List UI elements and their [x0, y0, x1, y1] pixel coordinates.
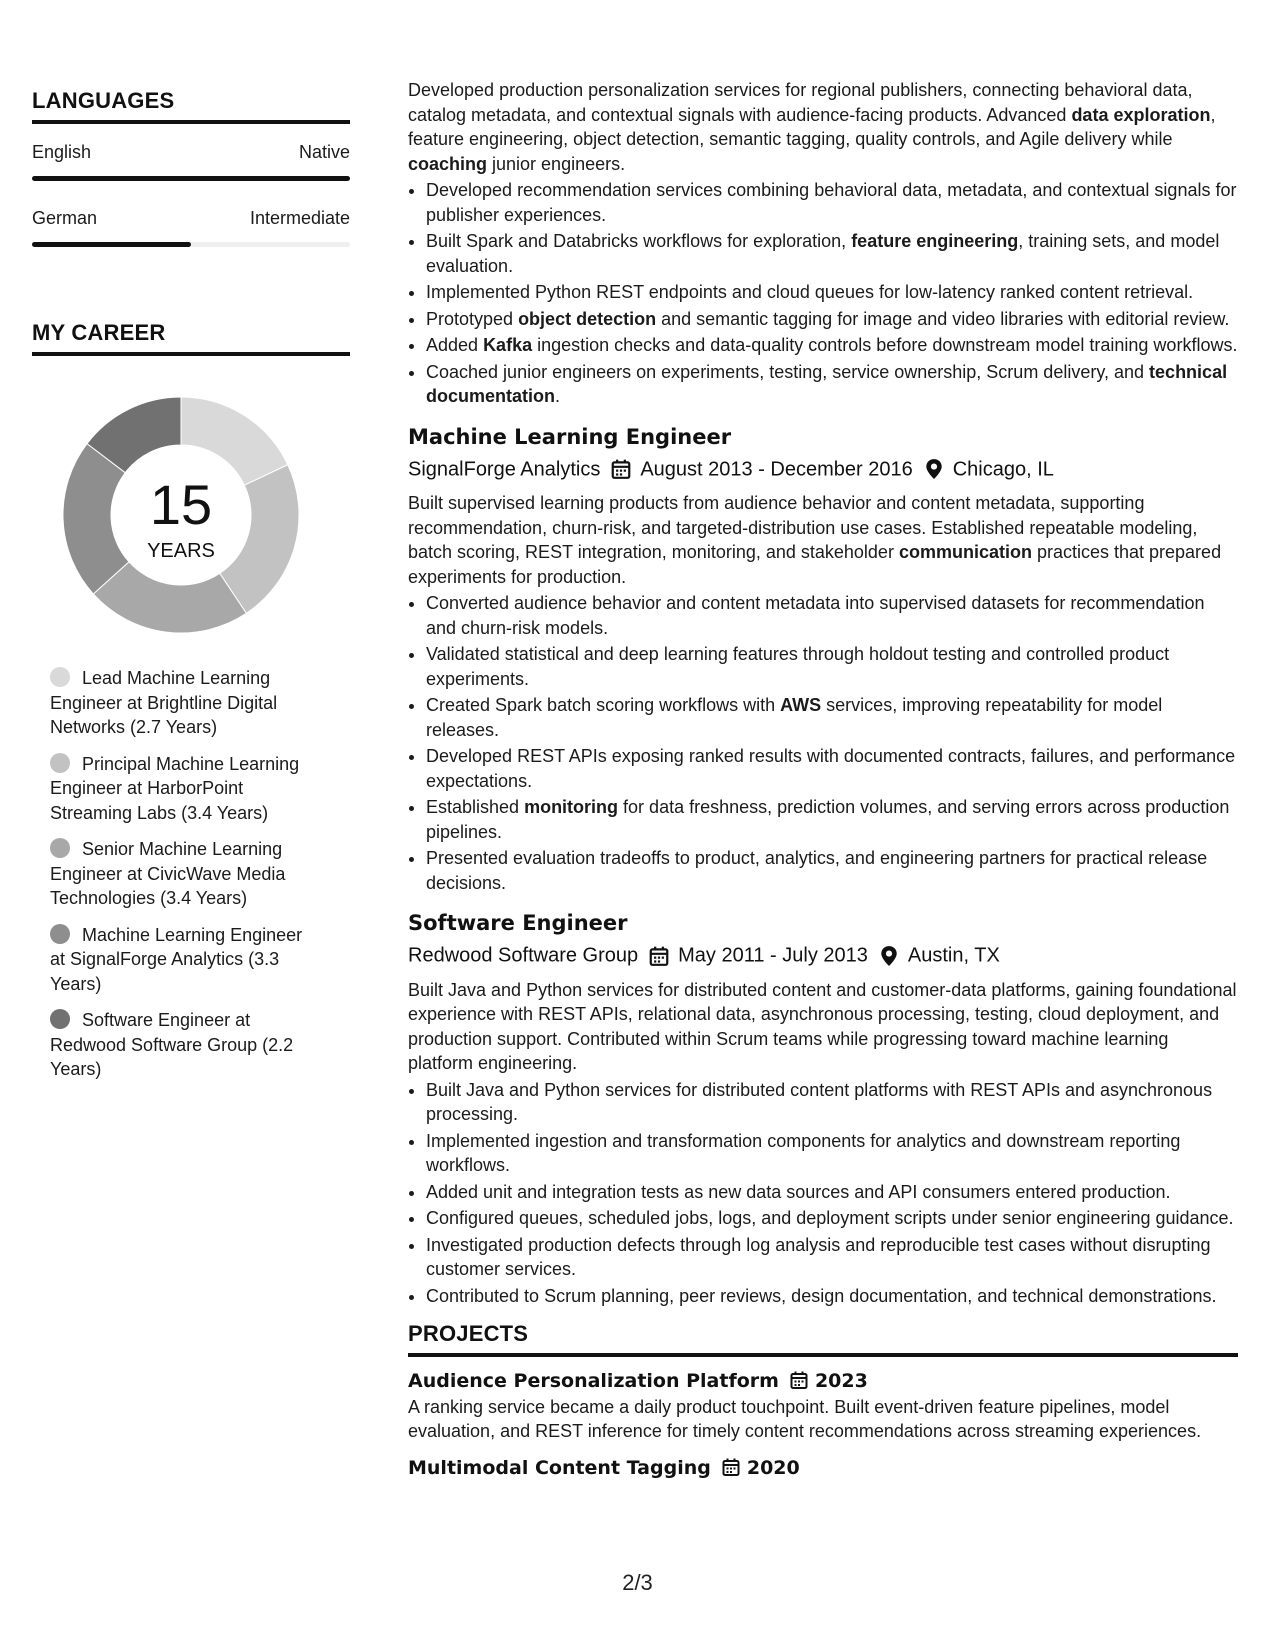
legend-label: Machine Learning Engineer at SignalForge Analytics (3.3 Years)	[50, 924, 303, 994]
text-run: Implemented ingestion and transformation components for analytics and downstream reporting workflows.	[426, 1130, 1181, 1176]
bullet-item	[426, 693, 1238, 742]
job-location: Chicago, IL	[952, 458, 1054, 481]
languages-list	[32, 124, 350, 256]
language-proficiency-fill	[32, 176, 350, 181]
bullet-item	[426, 591, 1238, 640]
job-bullet-list	[408, 591, 1238, 895]
bold-keyword: coaching	[408, 153, 488, 174]
language-name: English	[32, 142, 92, 162]
left-column	[32, 88, 350, 1094]
text-run: Built Spark and Databricks workflows for exploration,	[426, 231, 852, 251]
text-run: Built Java and Python services for distributed content platforms with REST APIs and asynchronous processing.	[426, 1079, 1213, 1125]
language-row	[32, 124, 350, 190]
text-run: Implemented Python REST endpoints and cloud queues for low-latency ranked content retrieval.	[426, 282, 1194, 302]
bullet-item	[426, 744, 1238, 793]
text-run: practices that prepared experiments for production.	[408, 542, 1222, 587]
text-run: ingestion checks and data-quality controls before downstream model training workflows.	[532, 335, 1238, 355]
text-run: Coached junior engineers on experiments, testing, service ownership, Scrum delivery, and	[426, 361, 1150, 382]
text-run: Configured queues, scheduled jobs, logs, and deployment scripts under senior engineering guidance.	[426, 1208, 1234, 1229]
language-proficiency-bar	[32, 242, 350, 247]
career-total-unit: YEARS	[147, 540, 215, 562]
job-summary	[408, 978, 1238, 1076]
project-title	[408, 1454, 1238, 1482]
bullet-item	[426, 642, 1238, 691]
calendar-icon	[789, 1370, 809, 1390]
location-pin-icon	[923, 458, 945, 480]
career-legend-item	[50, 666, 320, 740]
calendar-icon	[648, 945, 670, 967]
job-meta	[408, 941, 1238, 970]
legend-swatch	[50, 667, 70, 687]
bullet-item	[426, 178, 1238, 227]
career-total-years: 15	[149, 473, 213, 536]
bullet-item	[426, 1233, 1238, 1282]
calendar-icon	[721, 1457, 741, 1477]
career-donut-chart	[56, 390, 306, 640]
legend-swatch	[50, 838, 70, 858]
legend-swatch	[50, 753, 70, 773]
text-run: services, improving repeatability for model releases.	[426, 695, 1163, 740]
text-run: Built Java and Python services for distributed content and customer-data platforms, gaining foundational experience with REST APIs, relational data, asynchronous processing, testing, cloud deployment, and production support. Contributed within Scrum teams while progressing toward machine learning platform engineering.	[408, 979, 1237, 1074]
text-run: Developed REST APIs exposing ranked results with documented contracts, failures, and performance expectations.	[426, 746, 1236, 791]
bullet-item	[426, 1180, 1238, 1205]
text-run: , feature engineering, object detection, semantic tagging, quality controls, and Agile delivery while	[408, 104, 1216, 149]
bold-keyword: technical documentation	[426, 361, 1228, 406]
job-dates: August 2013 - December 2016	[640, 458, 913, 481]
text-run: and semantic tagging for image and video libraries with editorial review.	[656, 308, 1230, 329]
bullet-item	[426, 360, 1238, 409]
job-location: Austin, TX	[907, 944, 1000, 967]
bullet-item	[426, 307, 1238, 332]
bullet-item	[426, 1206, 1238, 1231]
language-proficiency-bar	[32, 176, 350, 181]
experience-intro	[408, 78, 1238, 409]
legend-swatch	[50, 1009, 70, 1029]
job-bullet-list	[408, 1078, 1238, 1309]
bold-keyword: data exploration	[1071, 104, 1211, 125]
text-run: Contributed to Scrum planning, peer reviews, design documentation, and technical demonstrations.	[426, 1285, 1217, 1306]
text-run: .	[555, 386, 561, 406]
bold-keyword: monitoring	[524, 797, 619, 818]
career-legend-item	[50, 1008, 320, 1082]
page-number: 2/3	[622, 1570, 653, 1595]
bullet-item	[426, 795, 1238, 844]
legend-label: Principal Machine Learning Engineer at HarborPoint Streaming Labs (3.4 Years)	[50, 753, 300, 823]
language-level: Native	[298, 142, 350, 162]
career-legend-item	[50, 752, 320, 826]
legend-swatch	[50, 924, 70, 944]
bold-keyword: Kafka	[483, 335, 533, 355]
job-entry	[408, 423, 1238, 896]
language-row	[32, 190, 350, 256]
career-legend-item	[50, 837, 320, 911]
language-name: German	[32, 208, 98, 228]
bold-keyword: communication	[898, 542, 1032, 563]
job-title: Machine Learning Engineer	[408, 424, 732, 449]
text-run: Prototyped	[426, 308, 519, 329]
language-proficiency-fill	[32, 242, 191, 247]
legend-label: Software Engineer at Redwood Software Group (2.2 Years)	[50, 1010, 294, 1079]
company-name: SignalForge Analytics	[408, 458, 601, 481]
text-run: Investigated production defects through log analysis and reproducible test cases without disrupting customer services.	[426, 1234, 1211, 1280]
job-summary	[408, 491, 1238, 589]
project-title	[408, 1367, 1238, 1395]
job-list	[408, 423, 1238, 1309]
text-run: Developed production personalization services for regional publishers, connecting behavioral data, catalog metadata, and contextual signals with audience-facing products. Advanced	[408, 80, 1193, 125]
language-level: Intermediate	[249, 208, 350, 228]
text-run: Added unit and integration tests as new data sources and API consumers entered production.	[426, 1181, 1171, 1202]
project-list	[408, 1367, 1238, 1482]
bullet-item	[426, 846, 1238, 895]
text-run: Developed recommendation services combining behavioral data, metadata, and contextual signals for publisher experiences.	[426, 180, 1237, 225]
intro-summary	[408, 78, 1238, 176]
career-heading: MY CAREER	[32, 320, 350, 356]
job-meta	[408, 455, 1238, 484]
text-run: Converted audience behavior and content metadata into supervised datasets for recommendation and churn-risk models.	[426, 593, 1205, 638]
text-run: Established	[426, 797, 525, 818]
job-entry	[408, 909, 1238, 1308]
project-year: 2020	[746, 1456, 800, 1479]
projects-heading: PROJECTS	[408, 1322, 1238, 1357]
text-run: , training sets, and model evaluation.	[426, 231, 1220, 276]
text-run: Created Spark batch scoring workflows with	[426, 695, 781, 716]
bold-keyword: feature engineering	[851, 231, 1019, 251]
bullet-item	[426, 229, 1238, 278]
intro-bullet-list	[408, 178, 1238, 409]
bold-keyword: object detection	[518, 308, 657, 329]
project-year: 2023	[814, 1369, 868, 1392]
calendar-icon	[610, 458, 632, 480]
bold-keyword: AWS	[780, 695, 822, 716]
projects-section	[408, 1322, 1238, 1482]
bullet-item	[426, 280, 1238, 305]
location-pin-icon	[878, 945, 900, 967]
project-name: Audience Personalization Platform	[408, 1369, 779, 1392]
project-name: Multimodal Content Tagging	[408, 1456, 711, 1479]
career-legend-item	[50, 923, 320, 997]
company-name: Redwood Software Group	[408, 944, 639, 967]
bullet-item	[426, 1129, 1238, 1178]
job-dates: May 2011 - July 2013	[678, 944, 868, 967]
project-description: A ranking service became a daily product touchpoint. Built event-driven feature pipelines, model evaluation, and REST inference for timely content recommendations across streaming experiences.	[408, 1396, 1202, 1442]
career-legend	[50, 666, 320, 1082]
text-run: Added	[426, 335, 484, 355]
languages-heading: LANGUAGES	[32, 88, 350, 124]
bullet-item	[426, 1284, 1238, 1309]
bullet-item	[426, 1078, 1238, 1127]
text-run: Validated statistical and deep learning features through holdout testing and controlled product experiments.	[426, 644, 1170, 689]
text-run: Built supervised learning products from audience behavior and content metadata, supporting recommendation, churn-risk, and targeted-distribution use cases. Established repeatable modeling, batch scoring, REST integration, monitoring, and stakeholder	[408, 493, 1198, 563]
right-column	[408, 78, 1238, 1482]
text-run: junior engineers.	[487, 153, 626, 174]
legend-label: Senior Machine Learning Engineer at CivicWave Media Technologies (3.4 Years)	[50, 839, 286, 908]
bullet-item	[426, 333, 1238, 358]
text-run: Presented evaluation tradeoffs to product, analytics, and engineering partners for practical release decisions.	[426, 848, 1208, 893]
text-run: for data freshness, prediction volumes, and serving errors across production pipelines.	[426, 797, 1230, 842]
job-title: Software Engineer	[408, 911, 628, 936]
legend-label: Lead Machine Learning Engineer at Brightline Digital Networks (2.7 Years)	[50, 668, 278, 737]
